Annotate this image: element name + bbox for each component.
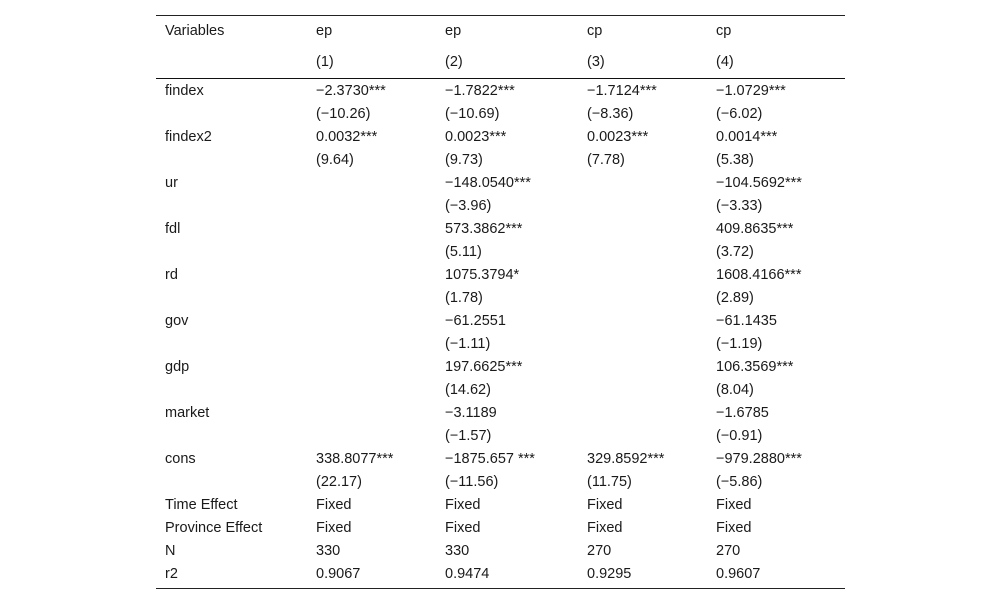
table-cell: (2)	[445, 54, 463, 70]
row-label: market	[165, 405, 210, 421]
table-cell: (−10.69)	[445, 106, 500, 122]
table-cell: −1875.657 ***	[445, 451, 535, 467]
table-cell: (−1.11)	[445, 336, 491, 352]
table-cell: 270	[587, 543, 612, 559]
regression-table	[156, 15, 845, 589]
table-row	[156, 126, 845, 149]
table-row	[156, 172, 845, 195]
table-cell: 0.9295	[587, 566, 632, 582]
table-bottom-rule	[156, 588, 845, 589]
table-row	[156, 264, 845, 287]
row-label: gdp	[165, 359, 190, 375]
table-cell: 409.8635***	[716, 221, 794, 237]
table-cell: Fixed	[587, 520, 623, 536]
row-label: findex2	[165, 129, 212, 145]
table-cell: 0.9474	[445, 566, 490, 582]
table-row	[156, 425, 845, 448]
row-label: r2	[165, 566, 178, 582]
table-cell: 0.0023***	[587, 129, 649, 145]
table-cell: 1075.3794*	[445, 267, 520, 283]
table-cell: (−1.19)	[716, 336, 763, 352]
table-row	[156, 379, 845, 402]
row-label: Province Effect	[165, 520, 263, 536]
table-cell: −61.2551	[445, 313, 506, 329]
row-label: rd	[165, 267, 178, 283]
table-cell: Fixed	[316, 520, 352, 536]
table-cell: 197.6625***	[445, 359, 523, 375]
table-cell: (22.17)	[316, 474, 362, 490]
row-label: Time Effect	[165, 497, 238, 513]
table-row	[156, 80, 845, 103]
table-row	[156, 517, 845, 540]
table-cell: −1.7822***	[445, 83, 515, 99]
table-cell: 0.0023***	[445, 129, 507, 145]
table-cell: Fixed	[716, 497, 752, 513]
table-cell: (7.78)	[587, 152, 625, 168]
table-cell: −1.7124***	[587, 83, 657, 99]
table-row	[156, 540, 845, 563]
table-cell: (2.89)	[716, 290, 754, 306]
table-cell: (−8.36)	[587, 106, 634, 122]
row-label: cons	[165, 451, 196, 467]
table-cell: cp	[587, 23, 603, 39]
table-cell: 106.3569***	[716, 359, 794, 375]
table-body	[156, 80, 845, 586]
table-cell: 329.8592***	[587, 451, 665, 467]
table-cell: ep	[445, 23, 462, 39]
table-row	[156, 471, 845, 494]
table-cell: (14.62)	[445, 382, 491, 398]
table-row	[156, 218, 845, 241]
table-cell: (8.04)	[716, 382, 754, 398]
table-cell: 0.0032***	[316, 129, 378, 145]
table-row	[156, 149, 845, 172]
table-row	[156, 287, 845, 310]
table-cell: Fixed	[445, 497, 481, 513]
table-cell: −104.5692***	[716, 175, 802, 191]
row-label: fdl	[165, 221, 181, 237]
table-row	[156, 563, 845, 586]
table-row	[156, 241, 845, 264]
table-cell: Fixed	[587, 497, 623, 513]
table-cell: 573.3862***	[445, 221, 523, 237]
table-cell: (1)	[316, 54, 334, 70]
table-cell: (5.38)	[716, 152, 754, 168]
table-cell: (−3.96)	[445, 198, 492, 214]
table-cell: Fixed	[716, 520, 752, 536]
table-cell: cp	[716, 23, 732, 39]
table-cell: (−11.56)	[445, 474, 499, 490]
table-cell: −1.6785	[716, 405, 769, 421]
table-cell: (5.11)	[445, 244, 482, 260]
table-cell: Fixed	[316, 497, 352, 513]
table-cell: (4)	[716, 54, 734, 70]
row-label: ur	[165, 175, 178, 191]
table-cell: ep	[316, 23, 333, 39]
table-cell: (−5.86)	[716, 474, 763, 490]
table-row	[156, 402, 845, 425]
table-cell: 0.0014***	[716, 129, 778, 145]
table-cell: 0.9067	[316, 566, 361, 582]
table-cell: (−1.57)	[445, 428, 492, 444]
table-cell: (−0.91)	[716, 428, 763, 444]
table-cell: −148.0540***	[445, 175, 531, 191]
table-cell: (−10.26)	[316, 106, 371, 122]
table-cell: (−3.33)	[716, 198, 763, 214]
table-cell: (9.64)	[316, 152, 354, 168]
table-cell: (11.75)	[587, 474, 632, 490]
table-row	[156, 195, 845, 218]
table-cell: −2.3730***	[316, 83, 386, 99]
table-row	[156, 103, 845, 126]
table-cell: 330	[445, 543, 470, 559]
row-label: Variables	[165, 23, 225, 39]
table-cell: 330	[316, 543, 341, 559]
table-cell: −61.1435	[716, 313, 777, 329]
row-label: findex	[165, 83, 204, 99]
table-row	[156, 448, 845, 471]
table-row	[156, 310, 845, 333]
table-cell: (−6.02)	[716, 106, 763, 122]
table-cell: (1.78)	[445, 290, 483, 306]
table-cell: 1608.4166***	[716, 267, 802, 283]
row-label: N	[165, 543, 176, 559]
table-cell: 270	[716, 543, 741, 559]
table-row	[156, 356, 845, 379]
table-cell: (3.72)	[716, 244, 754, 260]
table-row	[156, 333, 845, 356]
table-header	[156, 16, 845, 78]
header-row	[156, 47, 845, 78]
table-cell: −979.2880***	[716, 451, 802, 467]
table-cell: (3)	[587, 54, 605, 70]
row-label: gov	[165, 313, 189, 329]
table-cell: Fixed	[445, 520, 481, 536]
table-cell: 0.9607	[716, 566, 761, 582]
table-cell: (9.73)	[445, 152, 483, 168]
table-cell: 338.8077***	[316, 451, 394, 467]
table-cell: −1.0729***	[716, 83, 786, 99]
table-row	[156, 494, 845, 517]
header-row	[156, 16, 845, 47]
table-cell: −3.1189	[445, 405, 497, 421]
